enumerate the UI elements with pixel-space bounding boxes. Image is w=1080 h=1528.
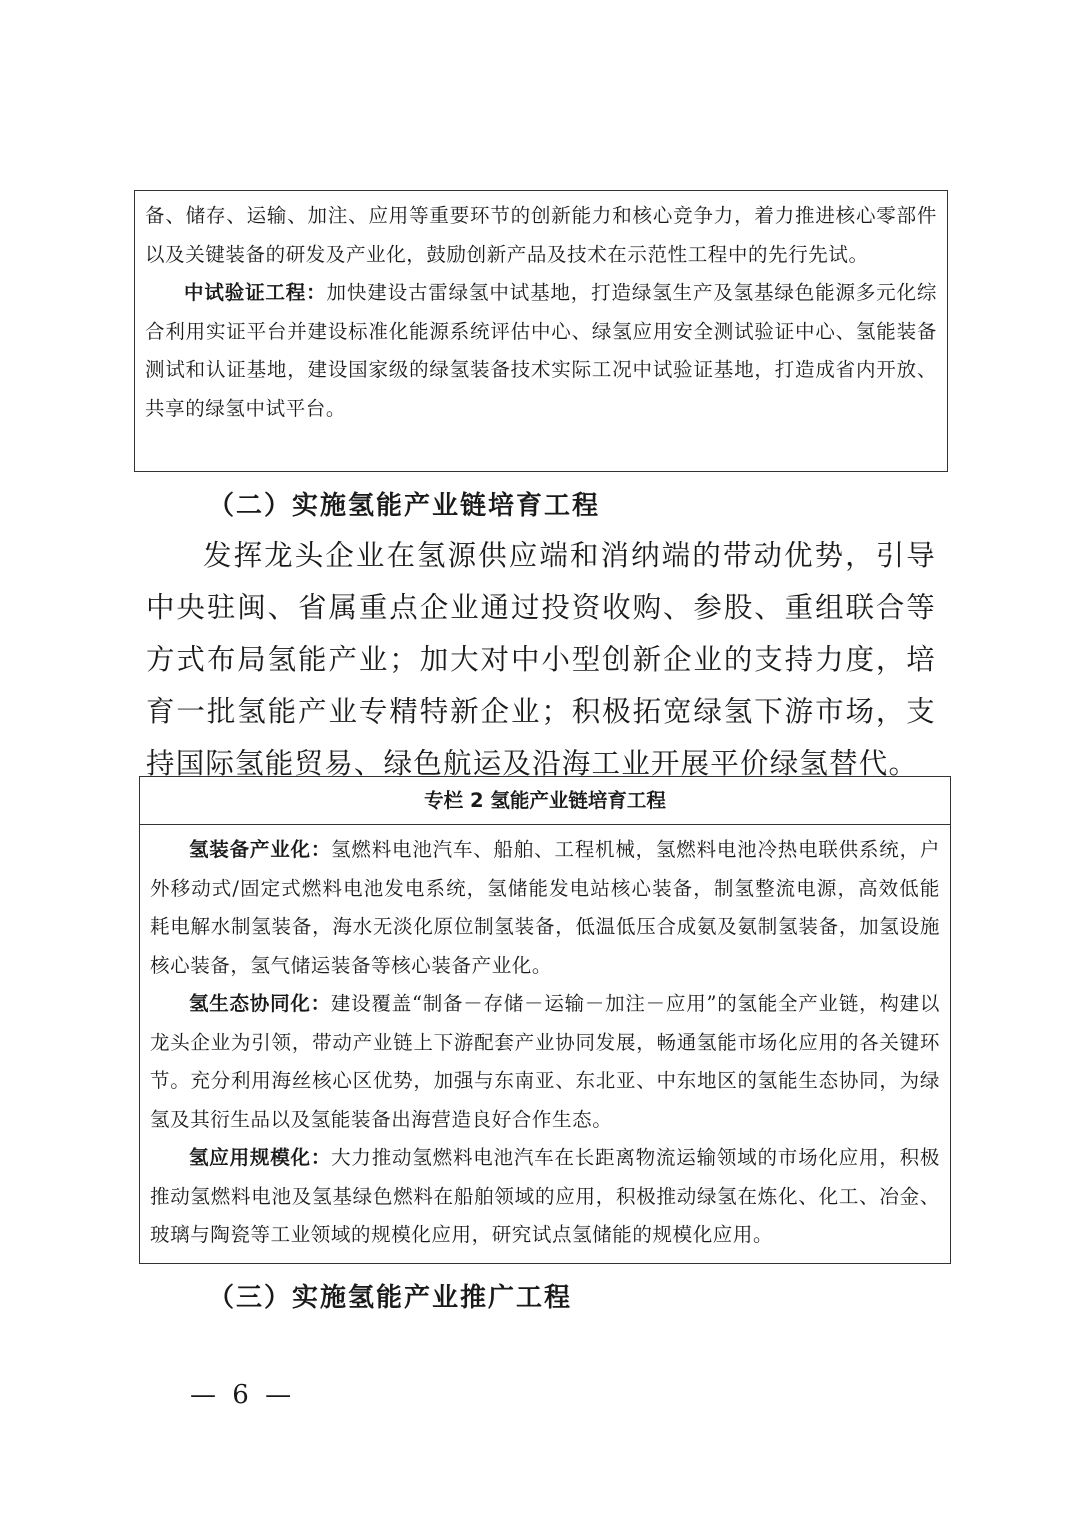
box1-paragraph: 备、储存、运输、加注、应用等重要环节的创新能力和核心竞争力，着力推进核心零部件以及关键装备的研发及产业化，鼓励创新产品及技术在示范性工程中的先行先试。 (145, 204, 937, 266)
item-text: 加快建设古雷绿氢中试基地，打造绿氢生产及氢基绿色能源多元化综合利用实证平台并建设标准化能源系统评估中心、绿氢应用安全测试验证中心、氢能装备测试和认证基地，建设国家级的绿氢装备技术实际工况中试验证基地，打造成省内开放、共享的绿氢中试平台。 (145, 281, 937, 420)
item-label: 中试验证工程： (184, 281, 327, 304)
box2-item-equipment-industrialization (150, 831, 940, 985)
column-box-continued (134, 190, 948, 472)
item-label: 氢生态协同化： (189, 992, 331, 1015)
item-label: 氢装备产业化： (189, 838, 332, 861)
box2-item-ecosystem-synergy (150, 985, 940, 1139)
item-text: 大力推动氢燃料电池汽车在长距离物流运输领域的市场化应用，积极推动氢燃料电池及氢基绿色燃料在船舶领域的应用，积极推动绿氢在炼化、化工、冶金、玻璃与陶瓷等工业领域的规模化应用，研究试点氢储能的规模化应用。 (150, 1146, 940, 1246)
section-heading-2: （二）实施氢能产业链培育工程 (208, 491, 601, 521)
section-heading-3: （三）实施氢能产业推广工程 (208, 1283, 573, 1313)
item-text: 建设覆盖“制备－存储－运输－加注－应用”的氢能全产业链，构建以龙头企业为引领，带动产业链上下游配套产业协同发展，畅通氢能市场化应用的各关键环节。充分利用海丝核心区优势，加强与东南亚、东北亚、中东地区的氢能生态协同，为绿氢及其衍生品以及氢能装备出海营造良好合作生态。 (150, 992, 940, 1131)
page-number: — 6 — (190, 1380, 296, 1410)
item-text: 氢燃料电池汽车、船舶、工程机械，氢燃料电池冷热电联供系统，户外移动式/固定式燃料电池发电系统，氢储能发电站核心装备，制氢整流电源，高效低能耗电解水制氢装备，海水无淡化原位制氢装备，低温低压合成氨及氨制氢装备，加氢设施核心装备，氢气储运装备等核心装备产业化。 (150, 838, 940, 977)
item-label: 氢应用规模化： (189, 1146, 332, 1169)
box2-item-application-scale (150, 1139, 940, 1255)
column-box-2 (139, 776, 951, 1264)
body-paragraph: 发挥龙头企业在氢源供应端和消纳端的带动优势，引导中央驻闽、省属重点企业通过投资收购、参股、重组联合等方式布局氢能产业；加大对中小型创新企业的支持力度，培育一批氢能产业专精特新企业；积极拓宽绿氢下游市场，支持国际氢能贸易、绿色航运及沿海工业开展平价绿氢替代。 (146, 539, 936, 780)
box1-item-pilot-verification (145, 274, 937, 428)
column-box-body (140, 825, 950, 1255)
column-box-title: 专栏 2 氢能产业链培育工程 (140, 777, 950, 825)
